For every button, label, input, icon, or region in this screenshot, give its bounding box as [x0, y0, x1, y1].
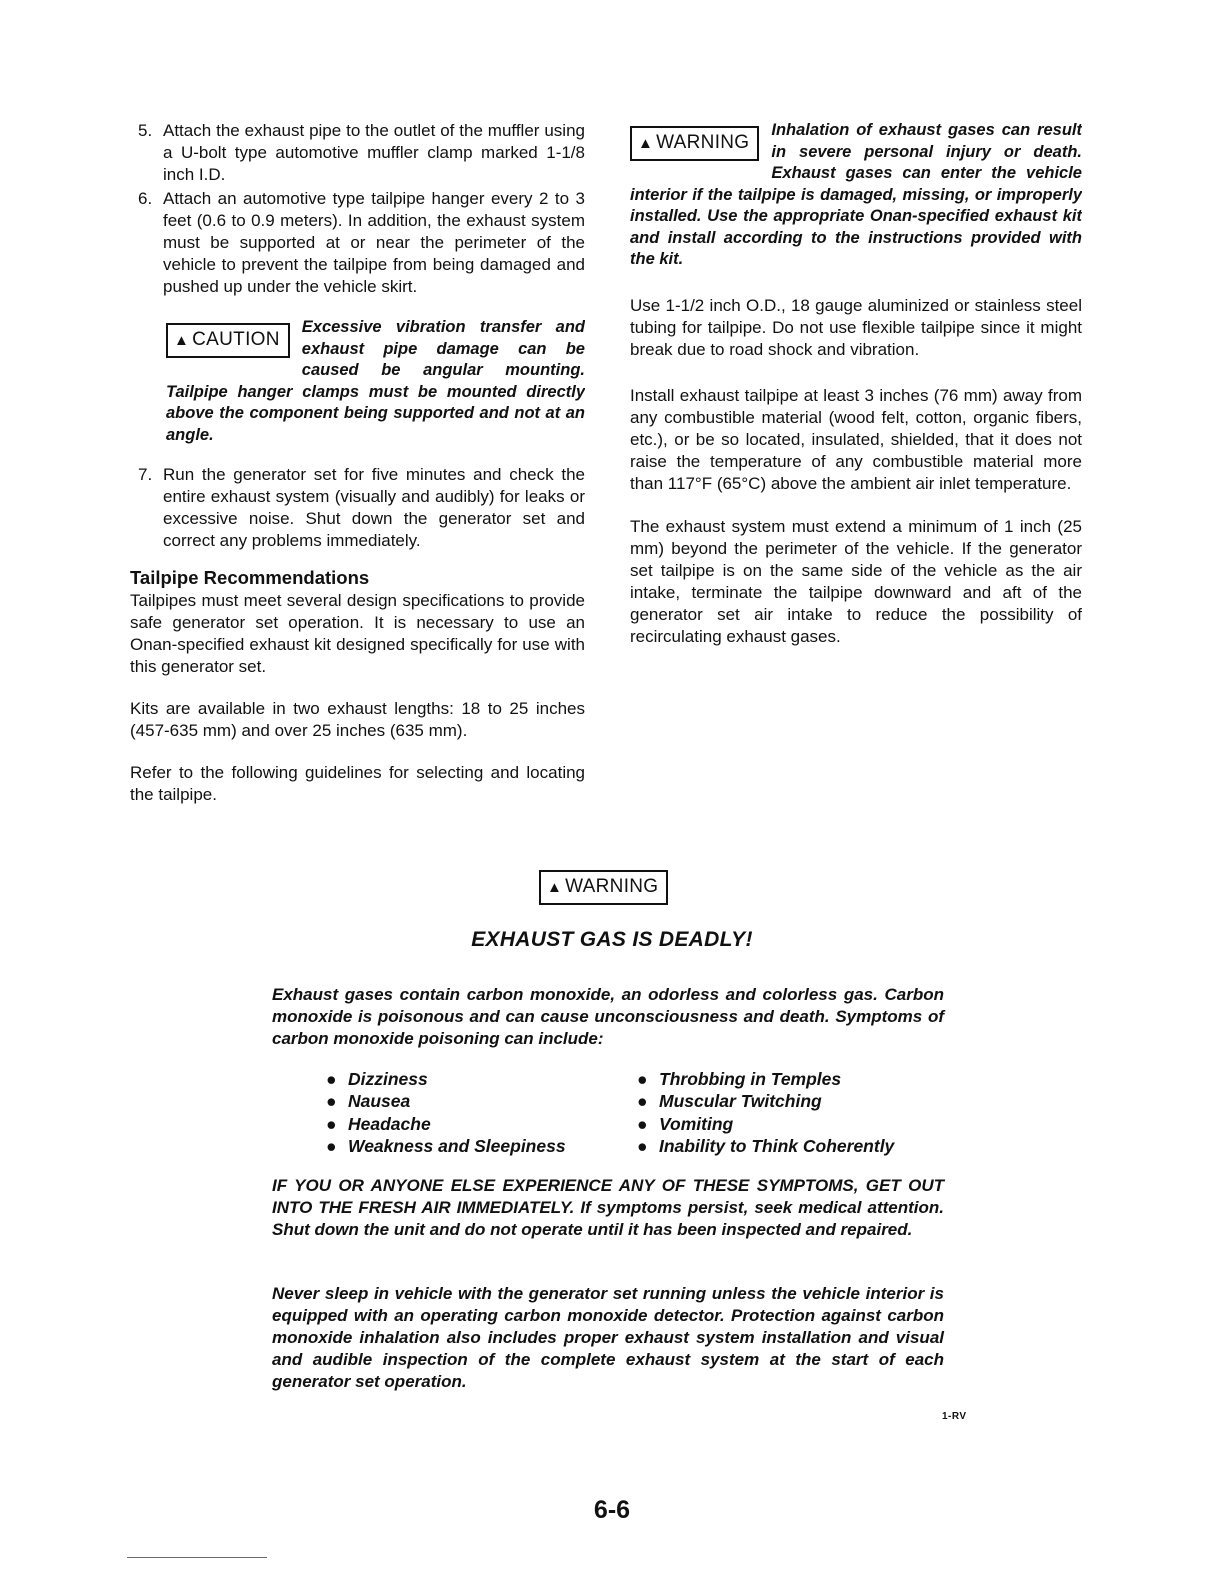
bullet-icon: ●	[637, 1135, 648, 1156]
right-column	[630, 120, 1082, 648]
exhaust-warning-action-block	[272, 1175, 944, 1241]
list-item: ● Vomiting	[637, 1113, 734, 1134]
step-number: 7.	[138, 465, 153, 484]
inhalation-warning-notice	[630, 120, 1082, 271]
warning-triangle-icon: ▲	[638, 135, 654, 152]
warning-triangle-icon: ▲	[174, 332, 190, 349]
exhaust-warning-intro-block	[272, 984, 944, 1050]
tubing-paragraph: Use 1-1/2 inch O.D., 18 gauge aluminized or stainless steel tubing for tailpipe. Do not use flexible tailpipe since it might break due to road shock and vibration.	[630, 295, 1082, 359]
list-item: ● Inability to Think Coherently	[637, 1135, 895, 1156]
bullet-icon: ●	[637, 1113, 648, 1134]
symptoms-list-left	[326, 1068, 566, 1157]
step-text: Attach the exhaust pipe to the outlet of the muffler using a U-bolt type automotive muffler clamp marked 1-1/8 inch I.D.	[163, 121, 585, 184]
warning-label: WARNING	[656, 132, 750, 153]
warning-label: WARNING	[565, 876, 659, 897]
list-item: ● Weakness and Sleepiness	[326, 1135, 566, 1156]
warning-code: 1-RV	[942, 1411, 967, 1422]
warning-badge	[539, 870, 668, 905]
tailpipe-paragraph-1: Tailpipes must meet several design specifications to provide safe generator set operation. It is necessary to use an Onan-specified exhaust kit designed specifically for use with this generator set.	[130, 591, 585, 676]
exhaust-warning-intro: Exhaust gases contain carbon monoxide, an odorless and colorless gas. Carbon monoxide is poisonous and can cause unconsciousness and death. Symptoms of carbon monoxide poisoning can include:	[272, 985, 944, 1048]
tailpipe-paragraph-2: Kits are available in two exhaust lengths: 18 to 25 inches (457-635 mm) and over 25 inches (635 mm).	[130, 699, 585, 740]
warning-triangle-icon: ▲	[547, 879, 563, 896]
tailpipe-paragraph-3: Refer to the following guidelines for selecting and locating the tailpipe.	[130, 763, 585, 804]
left-column	[130, 120, 585, 806]
caution-text: Excessive vibration transfer and exhaust pipe damage can be caused be angular mounting. Tailpipe hanger clamps must be mounted directly above the component being supported and not at an angle.	[166, 318, 585, 444]
footnote-divider	[127, 1557, 267, 1558]
bullet-icon: ●	[326, 1091, 337, 1112]
bullet-icon: ●	[326, 1135, 337, 1156]
perimeter-paragraph: The exhaust system must extend a minimum of 1 inch (25 mm) beyond the perimeter of the vehicle. If the generator set tailpipe is on the same side of the vehicle as the air intake, terminate the tailpipe downward and aft of the generator set air intake to reduce the possibility of recirculating exhaust gases.	[630, 516, 1082, 646]
step-number: 5.	[138, 121, 153, 140]
symptoms-list-right	[637, 1068, 894, 1157]
exhaust-warning-never-sleep-block	[272, 1283, 944, 1393]
list-item: ● Headache	[326, 1113, 431, 1134]
bullet-icon: ●	[637, 1069, 648, 1089]
step-7	[130, 464, 585, 552]
step-5	[130, 120, 585, 186]
clearance-paragraph: Install exhaust tailpipe at least 3 inches (76 mm) away from any combustible material (wood felt, cotton, organic fibers, etc.), or be so located, insulated, shielded, that it does not raise the temperature of any combustible material more than 117°F (65°C) above the ambient air inlet temperature.	[630, 385, 1082, 493]
warning-badge	[630, 126, 759, 161]
caution-label: CAUTION	[192, 329, 280, 350]
tailpipe-heading: Tailpipe Recommendations	[130, 567, 370, 588]
list-item: ● Dizziness	[326, 1069, 428, 1089]
page-number: 6-6	[593, 1496, 631, 1524]
step-number: 6.	[138, 189, 153, 208]
step-6	[130, 188, 585, 298]
list-item: ● Throbbing in Temples	[637, 1069, 842, 1089]
warning-text: Inhalation of exhaust gases can result in severe personal injury or death. Exhaust gases can enter the vehicle interior if the tailpipe is damaged, missing, or improperly installed. Use the appropriate Onan-specified exhaust kit and install according to the instructions provided with the kit.	[630, 121, 1082, 268]
step-text: Attach an automotive type tailpipe hanger every 2 to 3 feet (0.6 to 0.9 meters). In addition, the exhaust system must be supported at or near the perimeter of the vehicle to prevent the tailpipe from being damaged and pushed up under the vehicle skirt.	[163, 189, 585, 296]
list-item: ● Nausea	[326, 1091, 411, 1112]
exhaust-warning-never-sleep: Never sleep in vehicle with the generator set running unless the vehicle interior is equipped with an operating carbon monoxide detector. Protection against carbon monoxide inhalation also includes proper exhaust system installation and visual and audible inspection of the complete exhaust system at the start of each generator set operation.	[272, 1284, 944, 1391]
exhaust-warning-title: EXHAUST GAS IS DEADLY!	[471, 928, 753, 951]
bullet-icon: ●	[326, 1069, 337, 1089]
caution-notice	[130, 317, 585, 446]
exhaust-warning-badge-wrap	[539, 870, 668, 905]
bullet-icon: ●	[637, 1091, 648, 1112]
exhaust-warning-action: IF YOU OR ANYONE ELSE EXPERIENCE ANY OF THESE SYMPTOMS, GET OUT INTO THE FRESH AIR IMMEDIATELY. If symptoms persist, seek medical attention. Shut down the unit and do not operate until it has been inspected and repaired.	[272, 1176, 944, 1239]
list-item: ● Muscular Twitching	[637, 1091, 822, 1112]
bullet-icon: ●	[326, 1113, 337, 1134]
caution-badge	[166, 323, 290, 358]
step-text: Run the generator set for five minutes and check the entire exhaust system (visually and audibly) for leaks or excessive noise. Shut down the generator set and correct any problems immediately.	[163, 465, 585, 550]
